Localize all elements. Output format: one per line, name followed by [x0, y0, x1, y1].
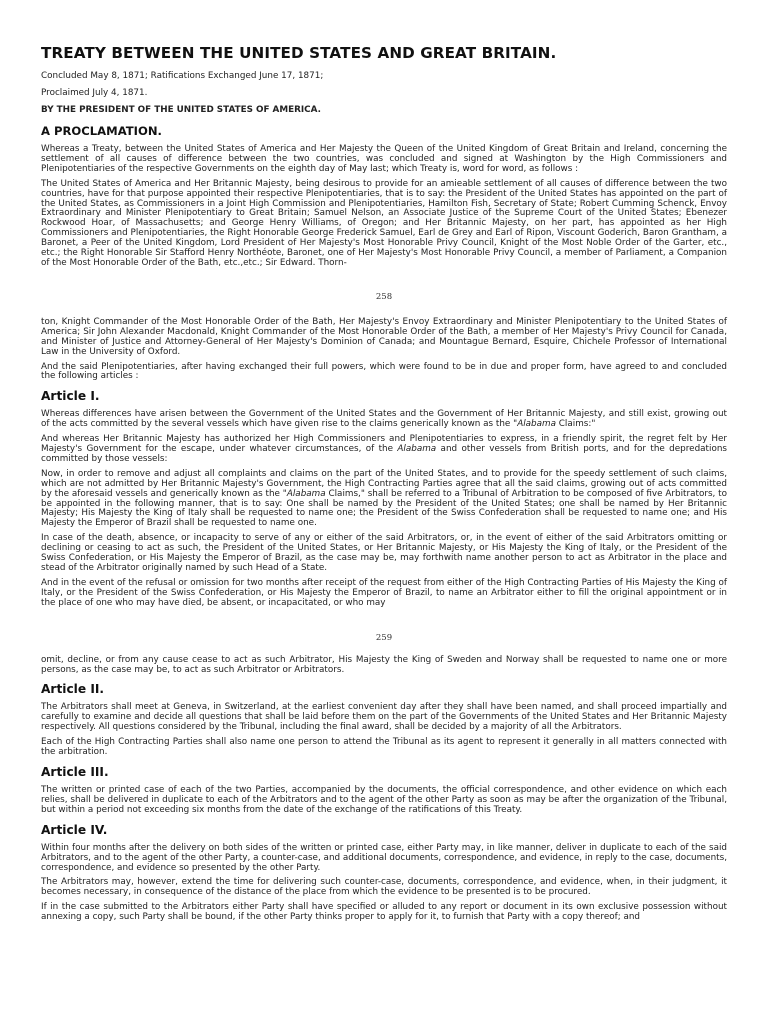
- article-1-paragraph-2: [41, 435, 727, 465]
- page-number-259: 259: [375, 632, 393, 643]
- text-segment: Claims:": [555, 419, 596, 430]
- alabama-italic: Alabama: [397, 444, 437, 455]
- concluded-line: Concluded May 8, 1871; Ratifications Exchanged June 17, 1871;: [41, 71, 324, 81]
- paragraph-plenipotentiaries: The United States of America and Her Britannic Majesty, being desirous to provide for an amieable settlement of all causes of difference between the two countries, have for that purpose appointed their respective Plenipotentiaries, that is to say: the President of the United States has appointed on the part of the United States, as Commissioners in a Joint High Commission and Plenipotentiaries, Hamilton Fish, Secretary of State; Robert Cumming Schenck, Envoy Extraordinary and Minister Plenipotentiary to Great Britain; Samuel Nelson, an Associate Justice of the Supreme Court of the United States; Ebenezer Rockwood Hoar, of Massachusetts; and George Henry Williams, of Oregon; and Her Britannic Majesty, on her part, has appointed as her High Commissioners and Plenipotentiaries, the Right Honorable George Frederick Samuel, Earl de Grey and Earl of Ripon, Viscount Goderich, Baron Grantham, a Baronet, a Peer of the United Kingdom, Lord President of Her Majesty's Most Honorable Privy Council, Knight of the Most Noble Order of the Garter, etc., etc.; the Right Honorable Sir Stafford Henry Northéote, Baronet, one of Her Majesty's Most Honorable Privy Council, a member of Parliament, a Companion of the Most Honorable Order of the Bath, etc.,etc.; Sir Edward. Thorn-: [41, 178, 727, 268]
- article-3-heading: Article III.: [41, 764, 109, 779]
- by-president-line: BY THE PRESIDENT OF THE UNITED STATES OF AMERICA.: [41, 105, 321, 115]
- article-1-paragraph-3: [41, 470, 727, 529]
- article-4-paragraph-1: Within four months after the delivery on both sides of the written or printed case, either Party may, in like manner, deliver in duplicate to each of the said Arbitrators, and to the agent of the other Party, a counter-case, and additional documents, correspondence, and evidence, in reply to the case, documents, correspondence, and evidence so presented by the other Party.: [41, 842, 727, 873]
- text-segment: Now, in order to remove and adjust all complaints and claims on the part of the United States, and to provide for the speedy settlement of such claims, which are not admitted by Her Britannic Majesty's Government, the High Contracting Parties agree that all the said claims, growing out of acts committed by the aforesaid vessels and generically known as the ": [41, 468, 727, 499]
- proclamation-heading: A PROCLAMATION.: [41, 124, 162, 138]
- article-4-paragraph-2: The Arbitrators may, however, extend the time for delivering such counter-case, documents, correspondence, and evidence, when, in their judgment, it becomes necessary, in consequence of the distance of the place from which the evidence to be presented is to be procured.: [41, 877, 727, 898]
- alabama-italic: Alabama: [286, 488, 326, 499]
- text-segment: Claims," shall be referred to a Tribunal of Arbitration to be composed of five Arbitrators, to be appointed in the following manner, that is to say: One shall be named by the President of the United States; one shall be named by Her Britannic Majesty; His Majesty the King of Italy shall be requested to name one; the President of the Swiss Confederation shall be requested to name one; and His Majesty the Emperor of Brazil shall be requested to name one.: [41, 488, 727, 529]
- paragraph-agreed-articles: And the said Plenipotentiaries, after having exchanged their full powers, which were found to be in due and proper form, have agreed to and concluded the following articles :: [41, 361, 727, 382]
- article-2-paragraph-2: Each of the High Contracting Parties shall also name one person to attend the Tribunal as its agent to represent it generally in all matters connected with the arbitration.: [41, 737, 727, 758]
- article-1-paragraph-1: [41, 410, 727, 430]
- text-segment: And whereas Her Britannic Majesty has authorized her High Commissioners and Plenipotentiaries to express, in a friendly spirit, the regret felt by Her Majesty's Government for the escape, under whatever circumstances, of the: [41, 434, 727, 455]
- article-1-paragraph-4: In case of the death, absence, or incapacity to serve of any or either of the said Arbitrators, or, in the event of either of the said Arbitrators omitting or declining or ceasing to act as such, the President of the United States, or Her Britannic Majesty, or His Majesty the King of Italy, or the President of the Swiss Confederation, or His Majesty the Emperor of Brazil, as the case may be, may forthwith name another person to act as Arbitrator in the place and stead of the Arbitrator originally named by such Head of a State.: [41, 533, 727, 573]
- article-1-paragraph-5: And in the event of the refusal or omission for two months after receipt of the request from either of the High Contracting Parties of His Majesty the King of Italy, or the President of the Swiss Confederation, or His Majesty the Emperor of Brazil, to name an Arbitrator either to fill the original appointment or in the place of one who may have died, be absent, or incapacitated, or who may: [41, 577, 727, 608]
- article-1-paragraph-6: omit, decline, or from any cause cease to act as such Arbitrator, His Majesty the King of Sweden and Norway shall be requested to name one or more persons, as the case may be, to act as such Arbitrator or Arbitrators.: [41, 654, 727, 675]
- article-4-heading: Article IV.: [41, 822, 108, 837]
- paragraph-whereas-treaty: Whereas a Treaty, between the United States of America and Her Majesty the Queen of the United Kingdom of Great Britain and Ireland, concerning the settlement of all causes of difference between the two countries, was concluded and signed at Washington by the High Commissioners and Plenipotentiaries of the respective Governments on the eighth day of May last; which Treaty is, word for word, as follows :: [41, 144, 727, 174]
- paragraph-thornton: ton, Knight Commander of the Most Honorable Order of the Bath, Her Majesty's Envoy Extraordinary and Minister Plenipotentiary to the United States of America; Sir John Alexander Macdonald, Knight Commander of the Most Honorable Order of the Bath, a member of Her Majesty's Privy Council for Canada, and Minister of Justice and Attorney-General of Her Majesty's Dominion of Canada; and Mountague Bernard, Esquire, Chichele Professor of International Law in the University of Oxford.: [41, 316, 727, 357]
- article-1-heading: Article I.: [41, 389, 100, 404]
- text-segment: Whereas differences have arisen between the Government of the United States and the Government of Her Britannic Majesty, and still exist, growing out of the acts committed by the several vessels which have given rise to the claims generically known as the ": [41, 409, 727, 430]
- article-2-heading: Article II.: [41, 682, 105, 697]
- document-title: TREATY BETWEEN THE UNITED STATES AND GREAT BRITAIN.: [41, 44, 557, 62]
- article-3-paragraph-1: The written or printed case of each of the two Parties, accompanied by the documents, the official correspondence, and other evidence on which each relies, shall be delivered in duplicate to each of the Arbitrators and to the agent of the other Party as soon as may be after the organization of the Tribunal, but within a period not exceeding six months from the date of the exchange of the ratifications of this Treaty.: [41, 784, 727, 815]
- article-4-paragraph-3: If in the case submitted to the Arbitrators either Party shall have specified or alluded to any report or document in its own exclusive possession without annexing a copy, such Party shall be bound, if the other Party thinks proper to apply for it, to furnish that Party with a copy thereof; and: [41, 902, 727, 923]
- text-segment: and other vessels from British ports, and for the depredations committed by those vessels:: [41, 444, 727, 464]
- proclaimed-line: Proclaimed July 4, 1871.: [41, 88, 148, 98]
- alabama-italic: Alabama: [517, 419, 556, 430]
- page-number-258: 258: [375, 291, 393, 302]
- article-2-paragraph-1: The Arbitrators shall meet at Geneva, in Switzerland, at the earliest convenient day after they shall have been named, and shall proceed impartially and carefully to examine and decide all questions that shall be laid before them on the part of the Governments of the United States and Her Britannic Majesty respectively. All questions considered by the Tribunal, including the final award, shall be decided by a majority of all the Arbitrators.: [41, 702, 727, 733]
